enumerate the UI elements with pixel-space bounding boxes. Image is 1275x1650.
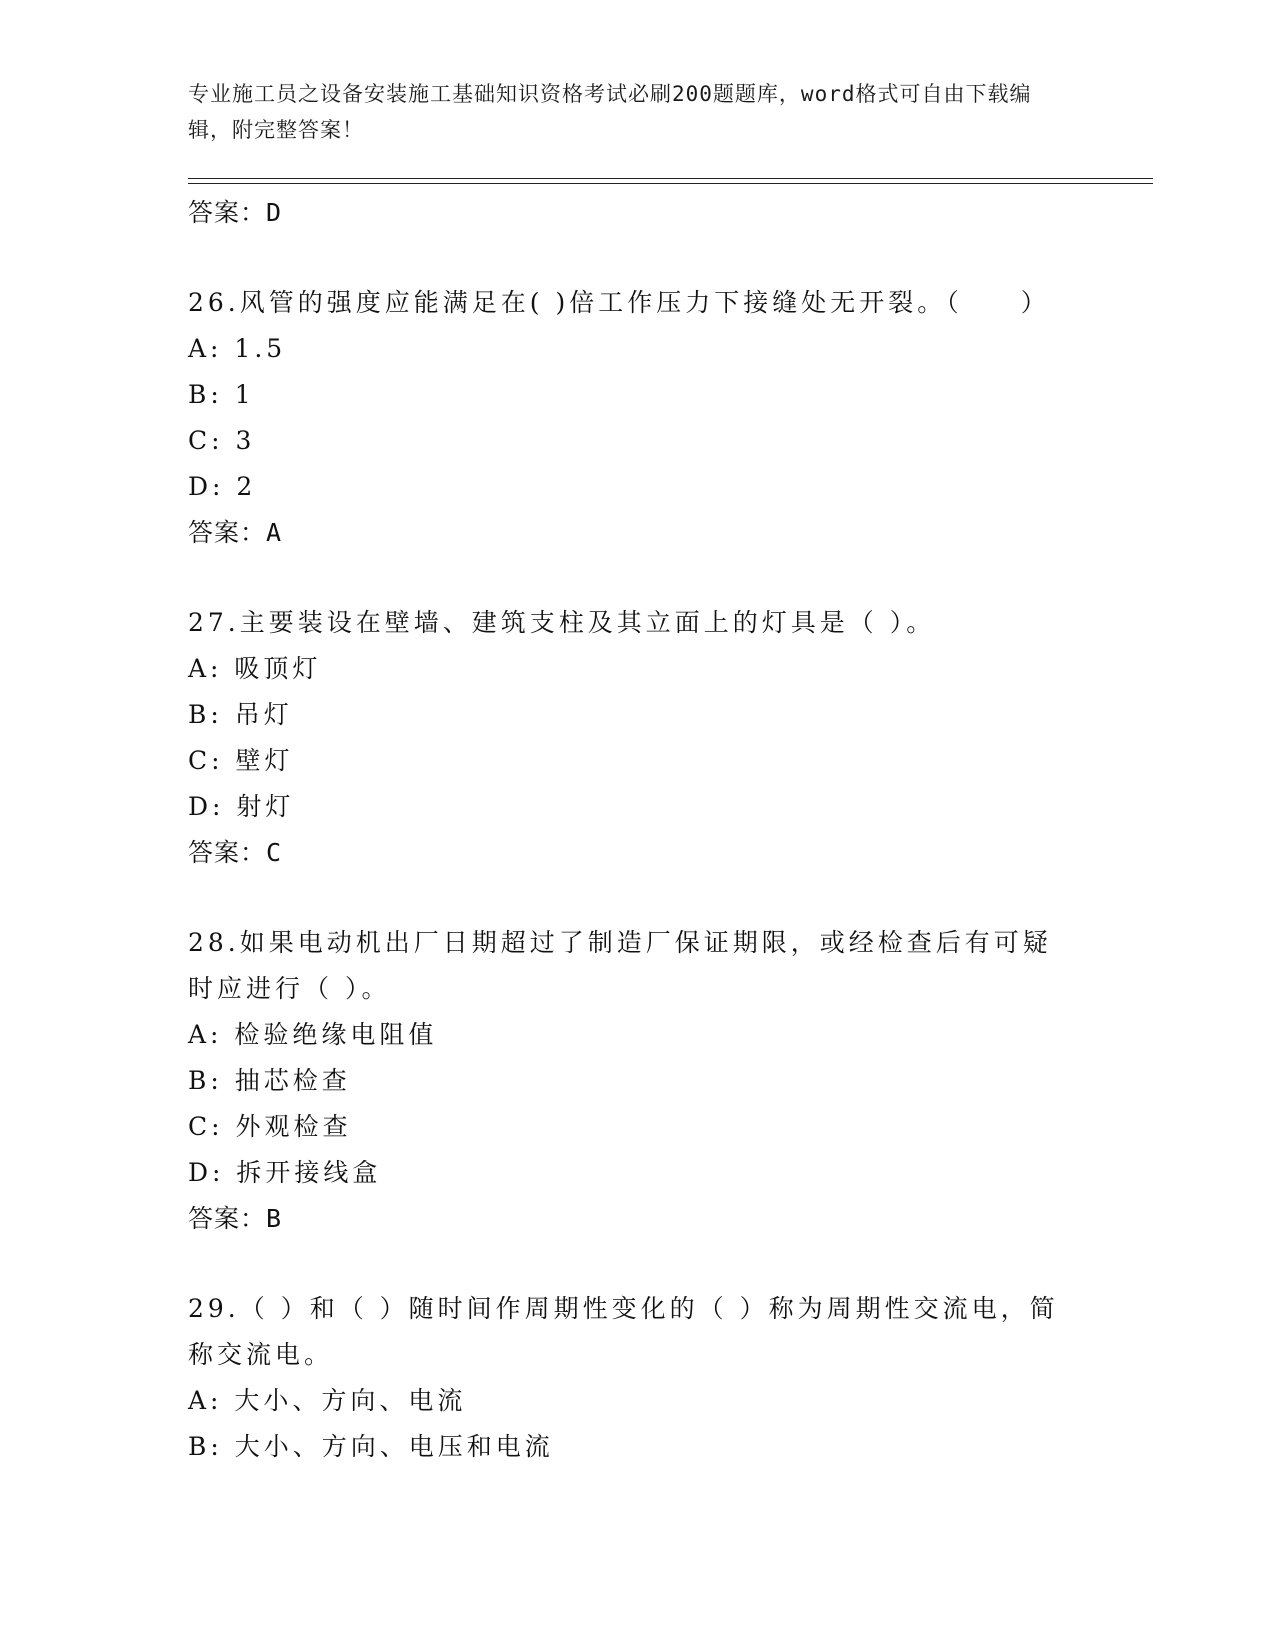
spacer bbox=[188, 1242, 1088, 1286]
question-text: 27.主要装设在壁墙、建筑支柱及其立面上的灯具是（ ）。 bbox=[188, 608, 936, 637]
option-a: A: 大小、方向、电流 bbox=[188, 1386, 467, 1415]
option-b: B: 抽芯检查 bbox=[188, 1066, 351, 1095]
spacer bbox=[188, 556, 1088, 600]
option-b: B: 大小、方向、电压和电流 bbox=[188, 1432, 554, 1461]
question-text: 29.（ ）和（ ）随时间作周期性变化的（ ）称为周期性交流电，简称交流电。 bbox=[188, 1294, 1059, 1369]
answer-26: 答案：A bbox=[188, 518, 283, 547]
header-divider-bottom bbox=[188, 183, 1153, 184]
question-text: 28.如果电动机出厂日期超过了制造厂保证期限，或经检查后有可疑时应进行（ ）。 bbox=[188, 928, 1052, 1003]
question-29 bbox=[188, 1286, 1088, 1470]
option-d: D: 2 bbox=[188, 472, 257, 501]
option-d: D: 拆开接线盒 bbox=[188, 1158, 382, 1187]
option-c: C: 3 bbox=[188, 426, 256, 455]
option-c: C: 壁灯 bbox=[188, 746, 294, 775]
option-a: A: 吸顶灯 bbox=[188, 654, 322, 683]
spacer bbox=[188, 236, 1088, 280]
question-list bbox=[188, 190, 1088, 1470]
answer-28: 答案：B bbox=[188, 1204, 283, 1233]
answer-27: 答案：C bbox=[188, 838, 283, 867]
option-d: D: 射灯 bbox=[188, 792, 295, 821]
option-c: C: 外观检查 bbox=[188, 1112, 352, 1141]
option-b: B: 1 bbox=[188, 380, 255, 409]
document-header: 专业施工员之设备安装施工基础知识资格考试必刷200题题库，word格式可自由下载编辑，附完整答案！ bbox=[188, 82, 1032, 142]
option-a: A: 1.5 bbox=[188, 334, 287, 363]
option-a: A: 检验绝缘电阻值 bbox=[188, 1020, 438, 1049]
question-27 bbox=[188, 600, 1088, 876]
question-text: 26.风管的强度应能满足在( )倍工作压力下接缝处无开裂。（ ） bbox=[188, 288, 1050, 317]
header-divider-top bbox=[188, 178, 1153, 179]
question-28 bbox=[188, 920, 1088, 1242]
answer-25: 答案：D bbox=[188, 198, 283, 227]
option-b: B: 吊灯 bbox=[188, 700, 293, 729]
question-26 bbox=[188, 280, 1088, 556]
spacer bbox=[188, 876, 1088, 920]
